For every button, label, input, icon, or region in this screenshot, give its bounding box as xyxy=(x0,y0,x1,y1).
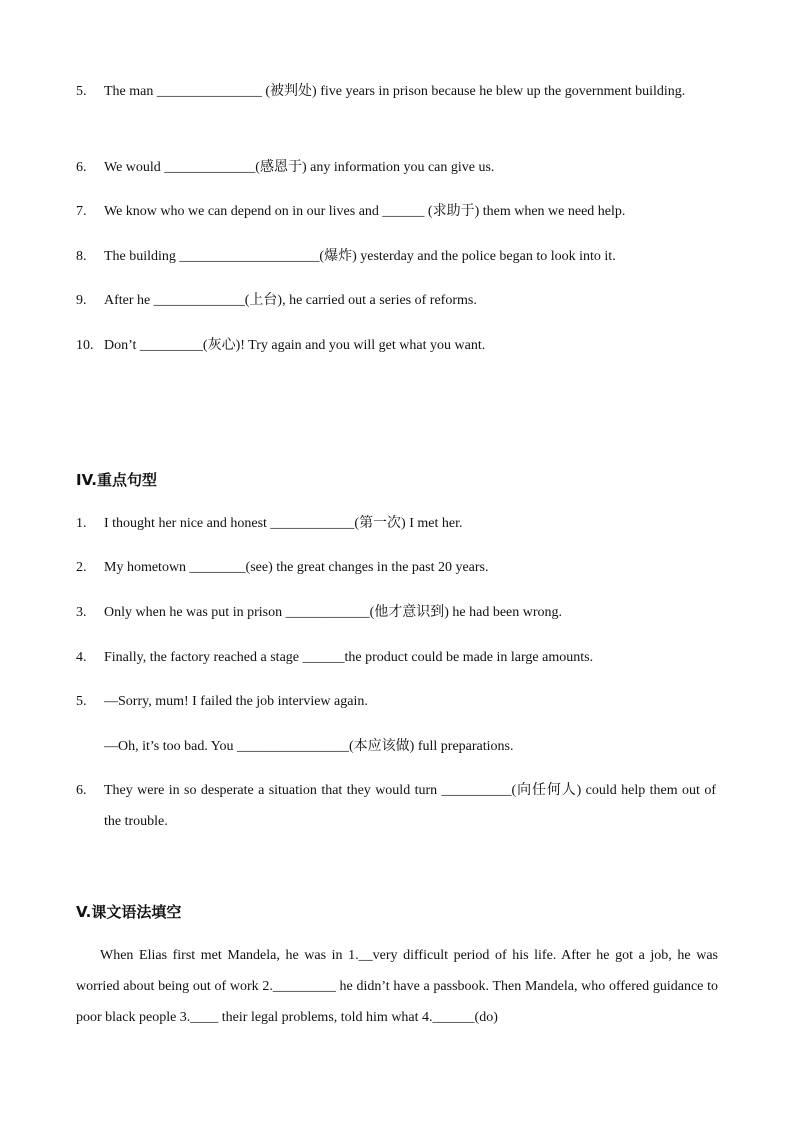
item-text: The building ____________________(爆炸) yesterday and the police began to look into it. xyxy=(104,249,616,264)
exercise-item xyxy=(76,508,716,539)
exercise-item xyxy=(76,152,716,183)
exercise-item xyxy=(76,775,716,837)
item-number: 3. xyxy=(76,605,87,620)
exercise-item xyxy=(76,285,716,316)
item-number: 2. xyxy=(76,560,87,575)
exercise-item-continuation xyxy=(76,731,716,762)
item-text: Finally, the factory reached a stage ______the product could be made in large amounts. xyxy=(104,650,594,665)
item-number: 4. xyxy=(76,650,87,665)
item-number: 6. xyxy=(76,783,87,798)
item-text: The man _______________ (被判处) five years in prison because he blew up the government building. xyxy=(104,84,686,99)
item-number: 5. xyxy=(76,694,87,709)
item-text: They were in so desperate a situation that they would turn __________(向任何人) could help them out of the trouble. xyxy=(104,783,716,829)
item-text: My hometown ________(see) the great changes in the past 20 years. xyxy=(104,560,489,575)
exercise-item xyxy=(76,552,716,583)
item-text: I thought her nice and honest ____________(第一次) I met her. xyxy=(104,516,463,531)
item-number: 10. xyxy=(76,338,94,353)
exercise-item xyxy=(76,330,716,361)
item-number: 7. xyxy=(76,204,87,219)
item-number: 1. xyxy=(76,516,87,531)
item-text: —Oh, it’s too bad. You ________________(本应该做) full preparations. xyxy=(104,739,514,754)
item-text: After he _____________(上台), he carried out a series of reforms. xyxy=(104,293,477,308)
item-text: —Sorry, mum! I failed the job interview again. xyxy=(104,694,368,709)
exercise-item xyxy=(76,686,716,717)
exercise-item xyxy=(76,597,716,628)
exercise-item xyxy=(76,76,716,107)
exercise-item xyxy=(76,642,716,673)
section-heading: V.课文语法填空 xyxy=(76,903,182,921)
item-number: 8. xyxy=(76,249,87,264)
exercise-item xyxy=(76,196,716,227)
item-text: Only when he was put in prison ____________(他才意识到) he had been wrong. xyxy=(104,605,563,620)
item-text: We would _____________(感恩于) any information you can give us. xyxy=(104,160,495,175)
item-number: 5. xyxy=(76,84,87,99)
section-heading: IV.重点句型 xyxy=(76,471,157,489)
item-text: Don’t _________(灰心)! Try again and you will get what you want. xyxy=(104,338,486,353)
item-number: 9. xyxy=(76,293,87,308)
item-number: 6. xyxy=(76,160,87,175)
cloze-paragraph: When Elias first met Mandela, he was in 1.__very difficult period of his life. After he got a job, he was worried about being out of work 2._________ he didn’t have a passbook. Then Mandela, who offered guidance to poor black people 3.____ their legal problems, told him what 4.______(do) xyxy=(76,948,718,1025)
item-text: We know who we can depend on in our lives and ______ (求助于) them when we need help. xyxy=(104,204,626,219)
exercise-item xyxy=(76,241,716,272)
